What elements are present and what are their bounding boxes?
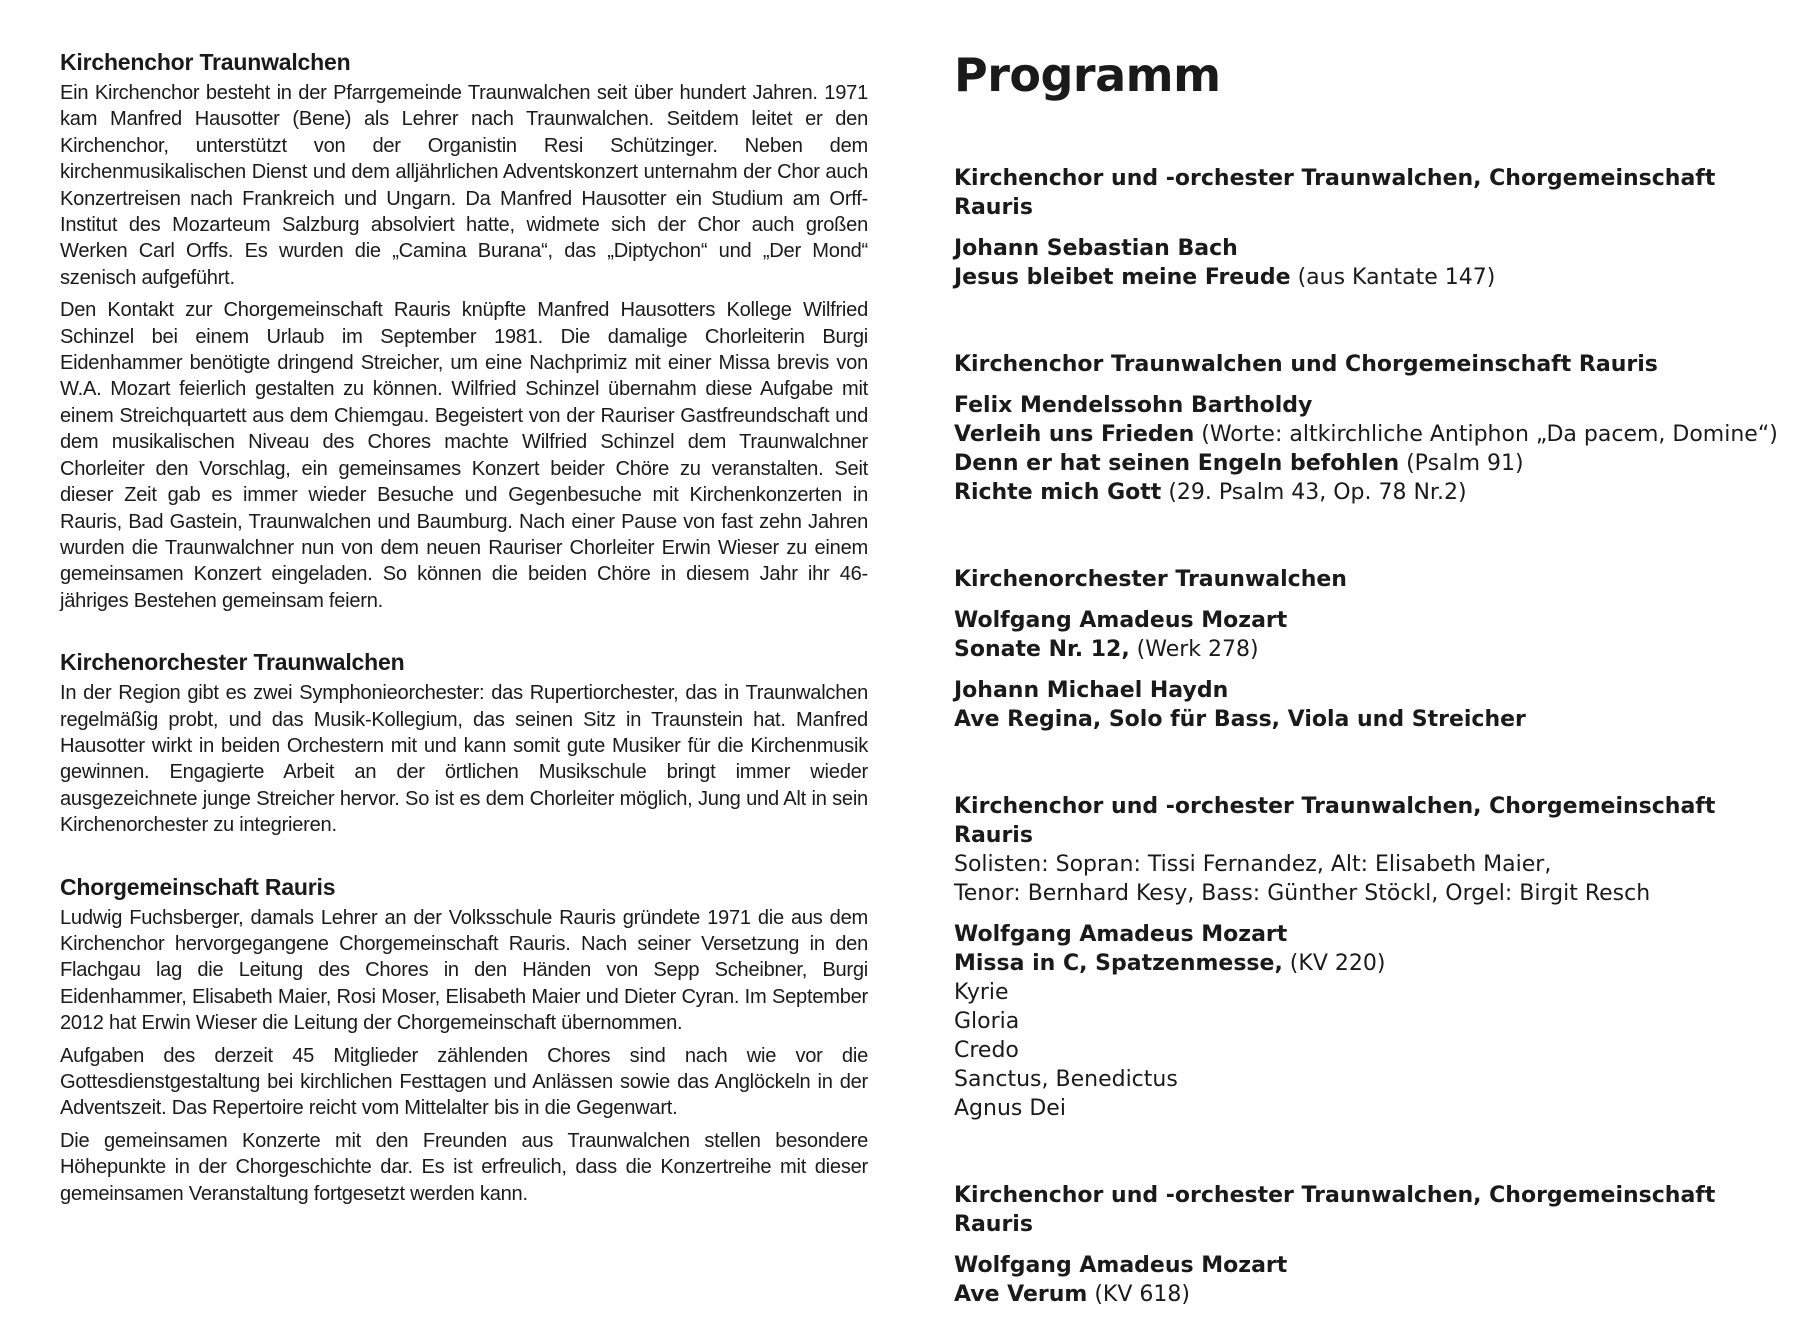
movement: Sanctus, Benedictus [954,1067,1178,1092]
section-chorgemeinschaft [60,873,868,1207]
program-group [954,164,1794,292]
work-title: Missa in C, Spatzenmesse, [954,951,1283,976]
section-title: Kirchenorchester Traunwalchen [60,649,405,676]
work-line [954,635,1794,664]
work-detail: (aus Kantate 147) [1290,265,1496,290]
piece-block [954,1251,1794,1309]
work-line [954,449,1794,478]
piece-block [954,606,1794,664]
history-column [60,48,868,1241]
work-detail: (Worte: altkirchliche Antiphon „Da pacem, Domine“) [1194,422,1778,447]
work-line [954,420,1794,449]
paragraph: Ein Kirchenchor besteht in der Pfarrgemeinde Traunwalchen seit über hundert Jahren. 1971 kam Manfred Hausotter (Bene) als Lehrer nach Traunwalchen. Seitdem leitet er den Kirchenchor, unterstützt von der Organistin Resi Schützinger. Neben dem kirchenmusikalischen Dienst und dem alljährlichen Adventskonzert unternahm der Chor auch Konzertreisen nach Frankreich und Ungarn. Da Manfred Hausotter ein Studium am Orff-Institut des Mozarteum Salzburg absolviert hatte, widmete sich der Chor auch großen Werken Carl Orffs. Es wurden die „Camina Burana“, das „Diptychon“ und „Der Mond“ szenisch aufgeführt. [60,82,868,289]
movement: Credo [954,1038,1019,1063]
work-title: Ave Regina, Solo für Bass, Viola und Streicher [954,707,1526,732]
work-detail: (KV 618) [1087,1282,1190,1307]
section-title: Kirchenchor Traunwalchen [60,49,351,75]
work-title: Richte mich Gott [954,480,1162,505]
program-column [954,44,1794,1321]
work-line [954,949,1794,978]
movement: Agnus Dei [954,1096,1066,1121]
ensemble-heading: Kirchenchor Traunwalchen und Chorgemeinschaft Rauris [954,352,1658,377]
composer-name: Johann Sebastian Bach [954,236,1238,261]
work-line [954,1280,1794,1309]
program-group [954,350,1794,507]
piece-block [954,676,1794,734]
work-detail: (Psalm 91) [1399,451,1524,476]
paragraph: In der Region gibt es zwei Symphonieorchester: das Rupertiorchester, das in Traunwalchen regelmäßig probt, und das Musik-Kollegium, das seinen Sitz in Traunstein hat. Manfred Hausotter wirkt in beiden Orchestern mit und kann somit gute Musiker für die Kirchenmusik gewinnen. Engagierte Arbeit an der örtlichen Musikschule bringt immer wieder ausgezeichnete junge Streicher hervor. So ist es dem Chorleiter möglich, Jung und Alt in sein Kirchenorchester zu integrieren. [60,682,868,837]
program-title: Programm [954,48,1221,102]
program-group [954,565,1794,734]
work-title: Ave Verum [954,1282,1088,1307]
paragraph: Ludwig Fuchsberger, damals Lehrer an der Volksschule Rauris gründete 1971 die aus dem Kirchenchor hervorgegangene Chorgemeinschaft Rauris. Nach seiner Versetzung in den Flachgau lag die Leitung des Chores in den Händen von Sepp Scheibner, Burgi Eidenhammer, Elisabeth Maier, Rosi Moser, Elisabeth Maier und Dieter Cyran. Im September 2012 hat Erwin Wieser die Leitung der Chorgemeinschaft übernommen. [60,906,868,1035]
program-group [954,1181,1794,1309]
composer-name: Wolfgang Amadeus Mozart [954,922,1288,947]
soloists-line: Tenor: Bernhard Kesy, Bass: Günther Stöckl, Orgel: Birgit Resch [954,881,1651,906]
composer-name: Felix Mendelssohn Bartholdy [954,393,1313,418]
work-title: Verleih uns Frieden [954,422,1195,447]
program-group [954,792,1794,1123]
work-detail: (Werk 278) [1129,637,1259,662]
work-title: Denn er hat seinen Engeln befohlen [954,451,1400,476]
composer-name: Wolfgang Amadeus Mozart [954,608,1288,633]
soloists [954,850,1794,908]
paragraph: Die gemeinsamen Konzerte mit den Freunden aus Traunwalchen stellen besondere Höhepunkte in der Chorgeschichte dar. Es ist erfreulich, dass die Konzertreihe mit dieser gemeinsamen Veranstaltung fortgesetzt werden kann. [60,1129,868,1205]
composer-name: Wolfgang Amadeus Mozart [954,1253,1288,1278]
ensemble-heading: Kirchenorchester Traunwalchen [954,567,1347,592]
soloists-line: Solisten: Sopran: Tissi Fernandez, Alt: Elisabeth Maier, [954,852,1552,877]
work-title: Jesus bleibet meine Freude [954,265,1291,290]
work-line [954,263,1794,292]
work-title: Sonate Nr. 12, [954,637,1130,662]
paragraph: Den Kontakt zur Chorgemeinschaft Rauris knüpfte Manfred Hausotters Kollege Wilfried Schinzel bei einem Urlaub im September 1981. Die damalige Chorleiterin Burgi Eidenhammer benötigte dringend Streicher, um eine Nachprimiz mit einer Missa brevis von W.A. Mozart feierlich gestalten zu können. Wilfried Schinzel übernahm diese Aufgabe mit einem Streichquartett aus dem Chiemgau. Begeistert von der Rauriser Gastfreundschaft und dem musikalischen Niveau des Chores machte Wilfried Schinzel dem Traunwalchner Chorleiter den Vorschlag, ein gemeinsames Konzert beider Chöre zu veranstalten. Seit dieser Zeit gab es immer wieder Besuche und Gegenbesuche mit Kirchenkonzerten in Rauris, Bad Gastein, Traunwalchen und Baumburg. Nach einer Pause von fast zehn Jahren wurden die Traunwalchner nun von dem neuen Rauriser Chorleiter Erwin Wieser zu einem gemeinsamen Konzert eingeladen. So können die beiden Chöre in diesem Jahr ihr 46-jähriges Bestehen gemeinsam feiern. [60,299,868,612]
ensemble-heading: Kirchenchor und -orchester Traunwalchen, Chorgemeinschaft Rauris [954,166,1716,220]
section-kirchenorchester [60,648,868,838]
piece-block [954,391,1794,507]
ensemble-heading: Kirchenchor und -orchester Traunwalchen, Chorgemeinschaft Rauris [954,1183,1716,1237]
piece-block [954,234,1794,292]
paragraph: Aufgaben des derzeit 45 Mitglieder zählenden Chores sind nach wie vor die Gottesdienstgestaltung bei kirchlichen Festtagen und Anlässen sowie das Anglöckeln in der Adventszeit. Das Repertoire reicht vom Mittelalter bis in die Gegenwart. [60,1044,868,1120]
section-title: Chorgemeinschaft Rauris [60,873,336,900]
work-line [954,478,1794,507]
work-detail: (29. Psalm 43, Op. 78 Nr.2) [1161,480,1467,505]
work-detail: (KV 220) [1282,951,1386,976]
piece-block [954,920,1794,1123]
composer-name: Johann Michael Haydn [954,678,1229,703]
ensemble-heading: Kirchenchor und -orchester Traunwalchen, Chorgemeinschaft Rauris [954,794,1716,848]
movement: Gloria [954,1009,1020,1034]
movement: Kyrie [954,980,1009,1005]
section-kirchenchor [60,48,868,614]
work-line [954,705,1794,734]
